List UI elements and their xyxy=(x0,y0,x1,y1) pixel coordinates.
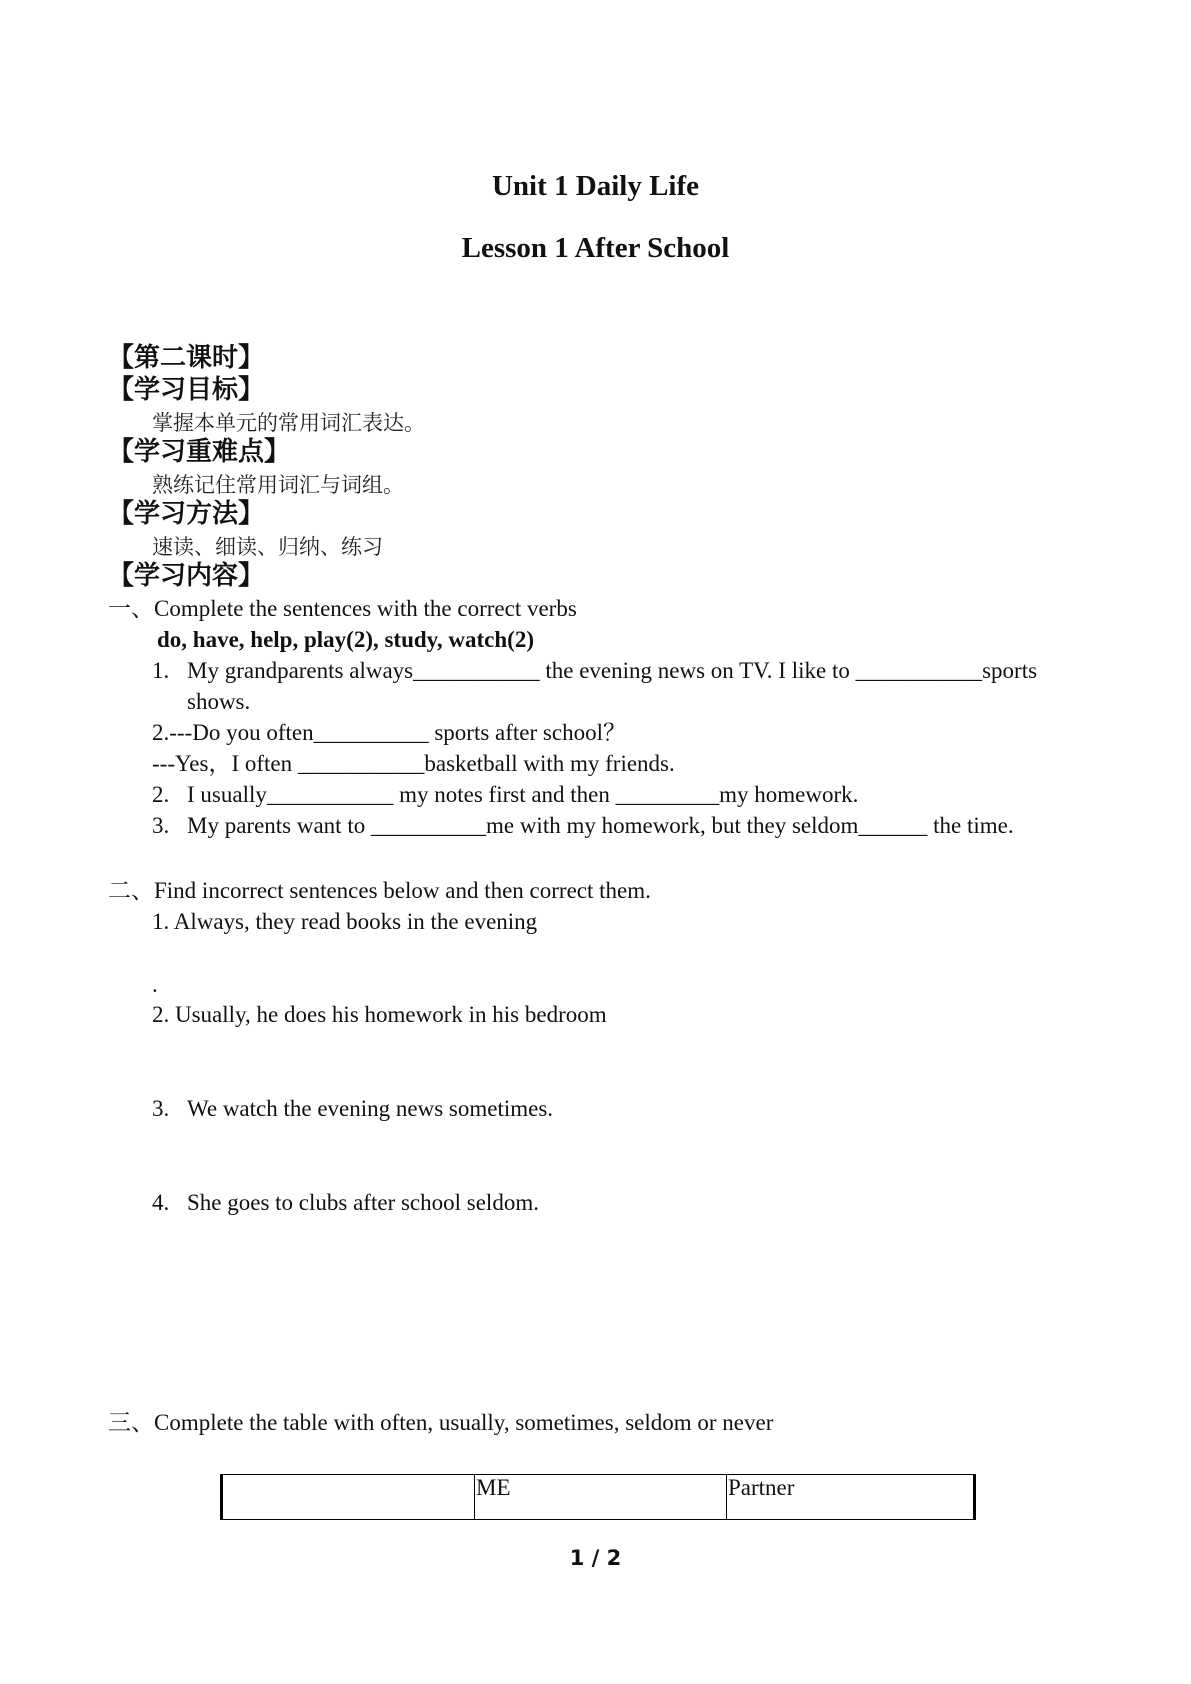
frequency-table xyxy=(220,1474,976,1520)
lesson-title: Lesson 1 After School xyxy=(461,232,730,264)
table-header-me: ME xyxy=(475,1475,727,1520)
section2-title: 二、Find incorrect sentences below and then correct them. xyxy=(108,878,651,903)
item2-question: 2.---Do you often__________ sports after school？ xyxy=(152,720,626,745)
table-header-blank xyxy=(222,1475,475,1520)
item4-text: My parents want to __________me with my homework, but they seldom______ the time. xyxy=(187,813,1014,838)
word-bank: do, have, help, play(2), study, watch(2) xyxy=(157,627,534,652)
item1-text: My grandparents always___________ the evening news on TV. I like to ___________sports xyxy=(187,658,1038,683)
item1-text-cont: shows. xyxy=(187,689,251,714)
page-number: 1 / 2 xyxy=(569,1546,622,1570)
key-points-text: 熟练记住常用词汇与词组。 xyxy=(152,473,404,497)
section2-sentence3: We watch the evening news sometimes. xyxy=(187,1096,554,1121)
heading-key-points: 【学习重难点】 xyxy=(108,437,291,467)
section2-sentence4: She goes to clubs after school seldom. xyxy=(187,1190,539,1215)
section1-title: 一、Complete the sentences with the correct verbs xyxy=(108,596,577,621)
item3-text: I usually___________ my notes first and then _________my homework. xyxy=(187,782,859,807)
methods-text: 速读、细读、归纳、练习 xyxy=(152,535,383,559)
table-header-row xyxy=(222,1475,975,1520)
table-header-partner: Partner xyxy=(727,1475,975,1520)
item3-number: 2. xyxy=(152,782,170,807)
heading-content: 【学习内容】 xyxy=(108,561,265,591)
heading-methods: 【学习方法】 xyxy=(108,499,265,529)
heading-period: 【第二课时】 xyxy=(108,343,265,373)
item2-answer: ---Yes，I often ___________basketball with my friends. xyxy=(152,751,675,776)
section2-sentence3-number: 3. xyxy=(152,1096,170,1121)
section3-title: 三、Complete the table with often, usually, sometimes, seldom or never xyxy=(108,1410,774,1435)
objectives-text: 掌握本单元的常用词汇表达。 xyxy=(152,411,425,435)
item1-number: 1. xyxy=(152,658,170,683)
section2-sentence1-dot: . xyxy=(152,972,158,997)
item4-number: 3. xyxy=(152,813,170,838)
section2-sentence1: 1. Always, they read books in the evening xyxy=(152,909,538,934)
section2-sentence2: 2. Usually, he does his homework in his bedroom xyxy=(152,1002,607,1027)
section2-sentence4-number: 4. xyxy=(152,1190,170,1215)
heading-objectives: 【学习目标】 xyxy=(108,375,265,405)
unit-title: Unit 1 Daily Life xyxy=(491,170,700,202)
